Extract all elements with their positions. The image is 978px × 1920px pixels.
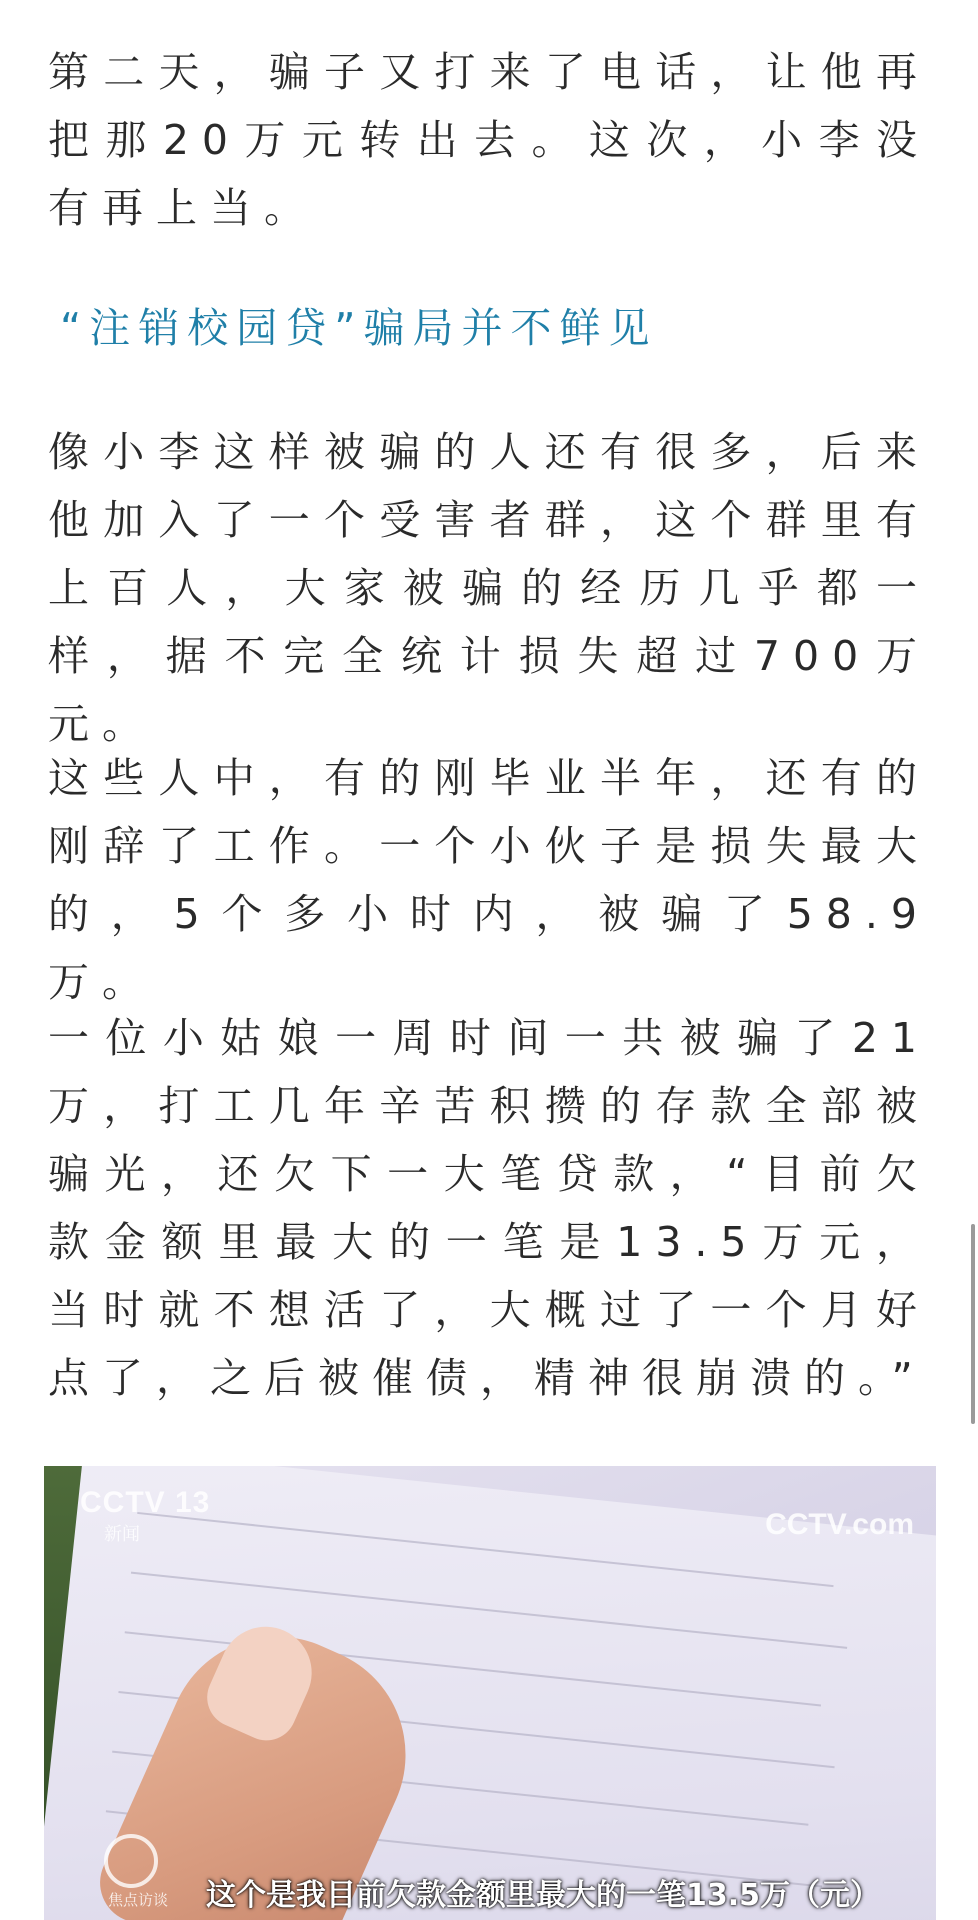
cctv13-logo: CCTV 13 [80, 1486, 211, 1519]
section-heading: “注销校园贷”骗局并不鲜见 [60, 304, 658, 352]
paragraph-3: 这些人中，有的刚毕业半年，还有的刚辞了工作。一个小伙子是损失最大的，5个多小时内，被骗了58.9万。 [48, 754, 930, 1006]
cctv13-logo-sub: 新闻 [104, 1524, 140, 1544]
scrollbar[interactable] [971, 1224, 975, 1424]
article-photo[interactable] [44, 1466, 936, 1920]
cctv-com-logo: CCTV.com [765, 1508, 914, 1541]
paragraph-1: 第二天，骗子又打来了电话，让他再把那20万元转出去。这次，小李没有再上当。 [48, 48, 930, 232]
video-subtitle: 这个是我目前欠款金额里最大的一笔13.5万（元） [206, 1878, 881, 1913]
paragraph-4: 一位小姑娘一周时间一共被骗了21万，打工几年辛苦积攒的存款全部被骗光，还欠下一大笔贷款，“目前欠款金额里最大的一笔是13.5万元，当时就不想活了，大概过了一个月好点了，之后被催债，精神很崩溃的。” [48, 1014, 930, 1402]
jiaodian-fangtan-icon [104, 1834, 158, 1888]
paragraph-2: 像小李这样被骗的人还有很多，后来他加入了一个受害者群，这个群里有上百人，大家被骗的经历几乎都一样，据不完全统计损失超过700万元。 [48, 428, 930, 748]
jiaodian-fangtan-logo: 焦点访谈 [108, 1892, 169, 1909]
